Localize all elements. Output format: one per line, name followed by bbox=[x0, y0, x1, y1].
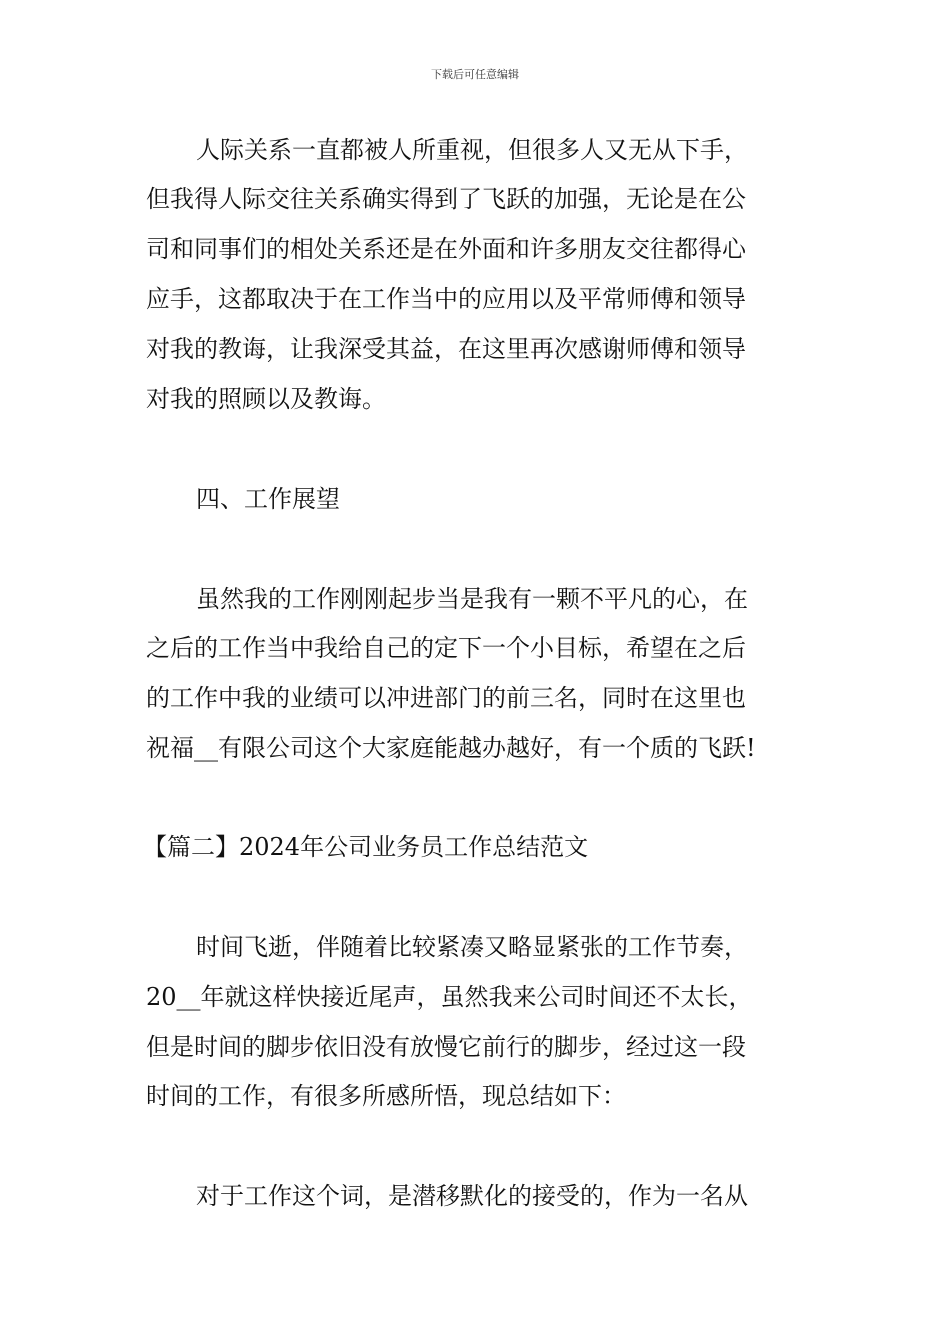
paragraph-line: 司和同事们的相处关系还是在外面和许多朋友交往都得心 bbox=[146, 235, 746, 263]
paragraph-line: 对我的照顾以及教诲。 bbox=[146, 385, 386, 413]
article-title: 【篇二】2024年公司业务员工作总结范文 bbox=[143, 833, 589, 861]
paragraph-line: 对于工作这个词，是潜移默化的接受的，作为一名从 bbox=[196, 1182, 748, 1210]
paragraph-line: 但是时间的脚步依旧没有放慢它前行的脚步，经过这一段 bbox=[146, 1033, 746, 1061]
paragraph-line: 时间的工作，有很多所感所悟，现总结如下： bbox=[146, 1082, 626, 1110]
paragraph-line: 对我的教诲，让我深受其益，在这里再次感谢师傅和领导 bbox=[146, 335, 746, 363]
paragraph-line: 之后的工作当中我给自己的定下一个小目标，希望在之后 bbox=[146, 634, 746, 662]
paragraph-line: 但我得人际交往关系确实得到了飞跃的加强，无论是在公 bbox=[146, 185, 746, 213]
section-heading: 四、工作展望 bbox=[196, 485, 340, 513]
paragraph-line: 20__年就这样快接近尾声，虽然我来公司时间还不太长， bbox=[146, 983, 753, 1011]
page-header: 下载后可任意编辑 bbox=[431, 68, 519, 81]
paragraph-line: 虽然我的工作刚刚起步当是我有一颗不平凡的心，在 bbox=[196, 585, 748, 613]
paragraph-line: 祝福__有限公司这个大家庭能越办越好，有一个质的飞跃! bbox=[146, 734, 756, 762]
paragraph-line: 的工作中我的业绩可以冲进部门的前三名，同时在这里也 bbox=[146, 684, 746, 712]
paragraph-line: 人际关系一直都被人所重视，但很多人又无从下手， bbox=[196, 136, 748, 164]
paragraph-line: 时间飞逝，伴随着比较紧凑又略显紧张的工作节奏， bbox=[196, 933, 748, 961]
paragraph-line: 应手，这都取决于在工作当中的应用以及平常师傅和领导 bbox=[146, 285, 746, 313]
